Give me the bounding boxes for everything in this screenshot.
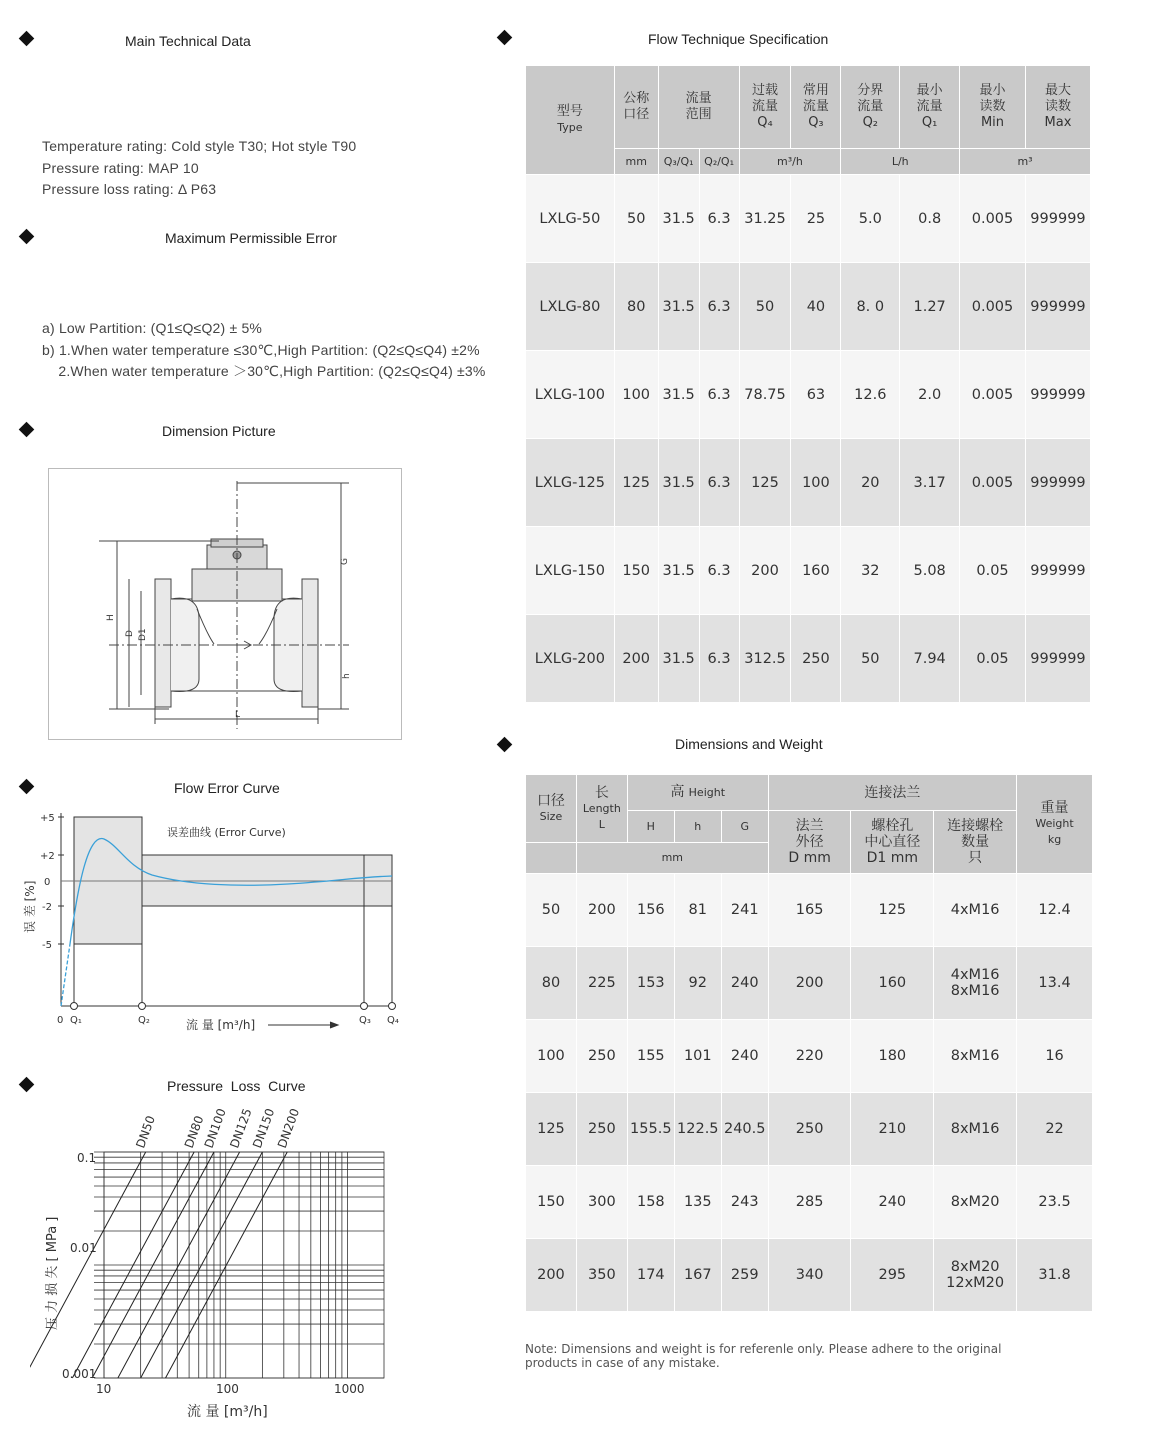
table-cell: 80: [614, 263, 658, 351]
header-fd-en: D mm: [788, 850, 831, 866]
header-q2-cn: 分界 流量: [857, 83, 884, 114]
table-cell: 999999: [1025, 439, 1090, 527]
x-tick: Q₃: [359, 1015, 371, 1026]
unit-q2q1: Q₂/Q₁: [699, 149, 739, 175]
table-row: [526, 1166, 1093, 1239]
table-cell: 999999: [1025, 175, 1090, 263]
table-cell: 156: [627, 874, 674, 947]
header-len-en: Length: [582, 801, 621, 815]
table-cell: 100: [614, 351, 658, 439]
series-label: DN150: [250, 1106, 278, 1151]
dim-label-h-lower: h: [342, 673, 352, 679]
table-cell: 3.17: [900, 439, 960, 527]
table-cell: 50: [841, 615, 900, 703]
pressure-loss-chart: [30, 1100, 420, 1425]
note-text: Note: Dimensions and weight is for referenle only. Please adhere to the original products in case of any mistake.: [525, 1342, 1002, 1370]
table-cell: 165: [768, 874, 851, 947]
table-cell: 125: [526, 1093, 577, 1166]
bullet-icon: [19, 1077, 35, 1093]
section-title-main-tech: Main Technical Data: [125, 33, 251, 49]
y-axis-title: 误 差 [%]: [23, 880, 37, 933]
table-cell: 300: [576, 1166, 627, 1239]
table-cell: 6.3: [699, 439, 739, 527]
table-cell: 174: [627, 1239, 674, 1312]
mpe-line: b) 1.When water temperature ≤30℃,High Partition: (Q2≤Q≤Q4) ±2%: [42, 342, 480, 358]
table-cell: 6.3: [699, 351, 739, 439]
x-tick: 10: [96, 1382, 112, 1396]
y-axis-title: 压 力 损 失 [ MPa ]: [45, 1216, 60, 1330]
table-cell: 312.5: [739, 615, 791, 703]
table-cell: 100: [526, 1020, 577, 1093]
header-wt-en: Weight: [1035, 817, 1074, 830]
table-cell: 125: [739, 439, 791, 527]
header-q3: Q₃: [808, 115, 824, 130]
table-cell: 999999: [1025, 615, 1090, 703]
table-cell: 78.75: [739, 351, 791, 439]
header-mm: mm: [576, 843, 768, 874]
table-cell: 155: [627, 1020, 674, 1093]
table-cell: 8xM20 12xM20: [934, 1239, 1017, 1312]
table-cell: 6.3: [699, 263, 739, 351]
table-cell: 20: [841, 439, 900, 527]
section-title-dims-weight: Dimensions and Weight: [675, 736, 823, 752]
y-tick: -2: [42, 902, 52, 913]
table-cell: 180: [851, 1020, 934, 1093]
table-cell: 250: [768, 1093, 851, 1166]
section-title-flow-spec: Flow Technique Specification: [648, 31, 829, 47]
mpe-line: a) Low Partition: (Q1≤Q≤Q2) ± 5%: [42, 320, 263, 336]
x-tick: Q₂: [138, 1015, 150, 1026]
bullet-icon: [19, 31, 35, 47]
bullet-icon: [19, 779, 35, 795]
header-bc-cn: 螺栓孔 中心直径: [864, 818, 921, 850]
table-cell: 92: [674, 947, 721, 1020]
x-tick: Q₄: [387, 1015, 399, 1026]
header-dn: 公称 口径: [614, 66, 658, 149]
header-fd-cn: 法兰 外径: [795, 818, 824, 850]
section-title-pressure-loss: Pressure Loss Curve: [167, 1078, 306, 1094]
table-cell: 158: [627, 1166, 674, 1239]
table-cell: 295: [851, 1239, 934, 1312]
bullet-icon: [497, 30, 513, 46]
table-cell: 4xM16 8xM16: [934, 947, 1017, 1020]
section-title-dimension-picture: Dimension Picture: [162, 423, 276, 439]
table-cell: 999999: [1025, 351, 1090, 439]
table-cell: 31.5: [658, 439, 699, 527]
table-cell: 200: [739, 527, 791, 615]
table-cell: 50: [526, 874, 577, 947]
series-label: DN125: [227, 1106, 255, 1151]
table-cell: 2.0: [900, 351, 960, 439]
header-q1-cn: 最小 流量: [916, 83, 943, 114]
table-cell: 340: [768, 1239, 851, 1312]
table-cell: 153: [627, 947, 674, 1020]
table-cell: 250: [576, 1093, 627, 1166]
unit-m3h: m³/h: [739, 149, 841, 175]
table-row: [526, 175, 1091, 263]
x-axis-title: 流 量 [m³/h]: [186, 1018, 256, 1032]
table-cell: 135: [674, 1166, 721, 1239]
dim-label-d1: D1: [138, 628, 148, 641]
table-cell: 285: [768, 1166, 851, 1239]
x-tick: Q₁: [70, 1015, 82, 1026]
table-cell: 241: [721, 874, 768, 947]
table-cell: 31.5: [658, 175, 699, 263]
dim-label-l: L: [235, 710, 241, 720]
table-row: [526, 1020, 1093, 1093]
table-cell: 100: [791, 439, 841, 527]
series-label: DN200: [274, 1106, 303, 1151]
header-q3-cn: 常用 流量: [802, 83, 829, 114]
table-cell: 101: [674, 1020, 721, 1093]
series-label: DN100: [201, 1106, 229, 1151]
y-tick: 0.01: [70, 1241, 97, 1255]
unit-q3q1: Q₃/Q₁: [658, 149, 699, 175]
header-min-cn: 最小 读数: [979, 83, 1006, 114]
header-height-cn: 高: [670, 784, 685, 800]
table-cell: 31.5: [658, 263, 699, 351]
dimension-drawing: [48, 468, 402, 740]
table-cell: 31.25: [739, 175, 791, 263]
table-cell: 0.005: [960, 175, 1026, 263]
y-tick: +2: [40, 851, 55, 862]
table-cell: 210: [851, 1093, 934, 1166]
table-cell: 220: [768, 1020, 851, 1093]
x-tick: 100: [216, 1382, 239, 1396]
header-height-en: Height: [688, 786, 726, 799]
x-tick: 0: [57, 1015, 64, 1026]
table-cell: LXLG-200: [526, 615, 615, 703]
header-size-cn: 口径: [536, 792, 565, 809]
table-cell: 13.4: [1017, 947, 1093, 1020]
dim-label-h-upper: H: [106, 614, 116, 621]
table-cell: 16: [1017, 1020, 1093, 1093]
table-cell: 125: [614, 439, 658, 527]
table-row: [526, 351, 1091, 439]
table-cell: 200: [526, 1239, 577, 1312]
error-curve-label: 误差曲线 (Error Curve): [167, 826, 286, 839]
table-cell: 31.5: [658, 351, 699, 439]
y-tick: 0.1: [77, 1151, 97, 1165]
table-cell: 999999: [1025, 527, 1090, 615]
table-cell: 167: [674, 1239, 721, 1312]
header-max: Max: [1044, 115, 1072, 130]
header-type-cn: 型号: [556, 104, 583, 119]
table-cell: 8. 0: [841, 263, 900, 351]
table-cell: 25: [791, 175, 841, 263]
table-cell: 259: [721, 1239, 768, 1312]
table-cell: LXLG-125: [526, 439, 615, 527]
header-min: Min: [980, 115, 1005, 130]
table-row: [526, 874, 1093, 947]
y-tick: +5: [40, 813, 55, 824]
table-cell: 155.5: [627, 1093, 674, 1166]
table-row: [526, 527, 1091, 615]
flow-error-chart: [18, 805, 408, 1040]
table-cell: 5.0: [841, 175, 900, 263]
header-h: h: [674, 811, 721, 843]
y-tick: -5: [42, 940, 52, 951]
dim-label-d: D: [125, 630, 135, 637]
table-cell: LXLG-100: [526, 351, 615, 439]
mpe-line: 2.When water temperature ＞30℃,High Partition: (Q2≤Q≤Q4) ±3%: [42, 363, 486, 379]
table-cell: LXLG-150: [526, 527, 615, 615]
header-G: G: [721, 811, 768, 843]
header-q4: Q₄: [757, 115, 773, 130]
table-cell: 12.6: [841, 351, 900, 439]
section-title-flow-error: Flow Error Curve: [174, 780, 280, 796]
table-cell: 31.5: [658, 527, 699, 615]
table-cell: 31.5: [658, 615, 699, 703]
table-cell: 240.5: [721, 1093, 768, 1166]
table-cell: 63: [791, 351, 841, 439]
table-cell: 200: [576, 874, 627, 947]
table-cell: 50: [739, 263, 791, 351]
bullet-icon: [497, 737, 513, 753]
table-cell: LXLG-50: [526, 175, 615, 263]
header-q1: Q₁: [921, 115, 938, 130]
header-q2: Q₂: [862, 115, 879, 130]
table-cell: 200: [614, 615, 658, 703]
table-cell: LXLG-80: [526, 263, 615, 351]
bullet-icon: [19, 229, 35, 245]
table-cell: 6.3: [699, 615, 739, 703]
table-cell: 250: [576, 1020, 627, 1093]
tech-line: Temperature rating: Cold style T30; Hot style T90: [42, 138, 357, 154]
table-row: [526, 947, 1093, 1020]
table-cell: 8xM16: [934, 1020, 1017, 1093]
table-cell: 31.8: [1017, 1239, 1093, 1312]
table-cell: 22: [1017, 1093, 1093, 1166]
section-title-max-error: Maximum Permissible Error: [165, 230, 337, 246]
table-cell: 8xM16: [934, 1093, 1017, 1166]
table-cell: 150: [614, 527, 658, 615]
table-cell: 125: [851, 874, 934, 947]
table-row: [526, 1239, 1093, 1312]
table-cell: 0.005: [960, 263, 1026, 351]
table-cell: 50: [614, 175, 658, 263]
table-cell: 5.08: [900, 527, 960, 615]
header-range: 流量 范围: [658, 66, 739, 149]
dim-label-g: G: [340, 558, 350, 565]
series-label: DN50: [133, 1113, 158, 1151]
series-label: DN80: [181, 1113, 207, 1151]
header-flange: 连接法兰: [768, 775, 1016, 811]
table-cell: 240: [851, 1166, 934, 1239]
table-cell: 0.8: [900, 175, 960, 263]
header-size-en: Size: [539, 809, 563, 823]
unit-lh: L/h: [841, 149, 960, 175]
table-cell: 0.005: [960, 439, 1026, 527]
header-len-l: L: [598, 817, 605, 831]
table-row: [526, 615, 1091, 703]
header-H: H: [627, 811, 674, 843]
header-bolt-cn: 连接螺栓 数量: [947, 818, 1004, 850]
table-row: [526, 1093, 1093, 1166]
table-cell: 0.05: [960, 527, 1026, 615]
header-bolt-unit: 只: [968, 850, 983, 866]
table-cell: 0.005: [960, 351, 1026, 439]
unit-mm: mm: [614, 149, 658, 175]
table-cell: 23.5: [1017, 1166, 1093, 1239]
table-cell: 40: [791, 263, 841, 351]
header-type-en: Type: [557, 121, 583, 134]
header-max-cn: 最大 读数: [1044, 83, 1071, 114]
tech-line: Pressure rating: MAP 10: [42, 160, 199, 176]
table-cell: 999999: [1025, 263, 1090, 351]
table-cell: 350: [576, 1239, 627, 1312]
table-cell: 81: [674, 874, 721, 947]
table-cell: 32: [841, 527, 900, 615]
table-cell: 4xM16: [934, 874, 1017, 947]
table-cell: 6.3: [699, 175, 739, 263]
table-row: [526, 263, 1091, 351]
header-len-cn: 长: [594, 784, 609, 801]
table-cell: 225: [576, 947, 627, 1020]
table-cell: 6.3: [699, 527, 739, 615]
bullet-icon: [19, 422, 35, 438]
header-wt-unit: kg: [1047, 833, 1062, 846]
table-cell: 200: [768, 947, 851, 1020]
y-tick: 0: [44, 877, 51, 888]
table-cell: 80: [526, 947, 577, 1020]
table-cell: 12.4: [1017, 874, 1093, 947]
table-cell: 1.27: [900, 263, 960, 351]
table-cell: 240: [721, 947, 768, 1020]
unit-m3: m³: [960, 149, 1091, 175]
table-cell: 0.05: [960, 615, 1026, 703]
table-cell: 160: [791, 527, 841, 615]
x-tick: 1000: [334, 1382, 365, 1396]
table-cell: 150: [526, 1166, 577, 1239]
header-q4-cn: 过载 流量: [752, 83, 779, 114]
table-cell: 8xM20: [934, 1166, 1017, 1239]
dims-weight-table: [525, 774, 1093, 1312]
table-cell: 122.5: [674, 1093, 721, 1166]
table-row: [526, 439, 1091, 527]
y-tick: 0.001: [62, 1367, 97, 1381]
table-cell: 243: [721, 1166, 768, 1239]
table-cell: 240: [721, 1020, 768, 1093]
table-cell: 160: [851, 947, 934, 1020]
table-cell: 7.94: [900, 615, 960, 703]
tech-line: Pressure loss rating: Δ P63: [42, 181, 217, 197]
table-cell: 250: [791, 615, 841, 703]
flow-spec-table: [525, 65, 1091, 703]
x-axis-title: 流 量 [m³/h]: [187, 1404, 268, 1420]
header-wt-cn: 重量: [1040, 800, 1069, 816]
header-bc-en: D1 mm: [866, 850, 919, 866]
